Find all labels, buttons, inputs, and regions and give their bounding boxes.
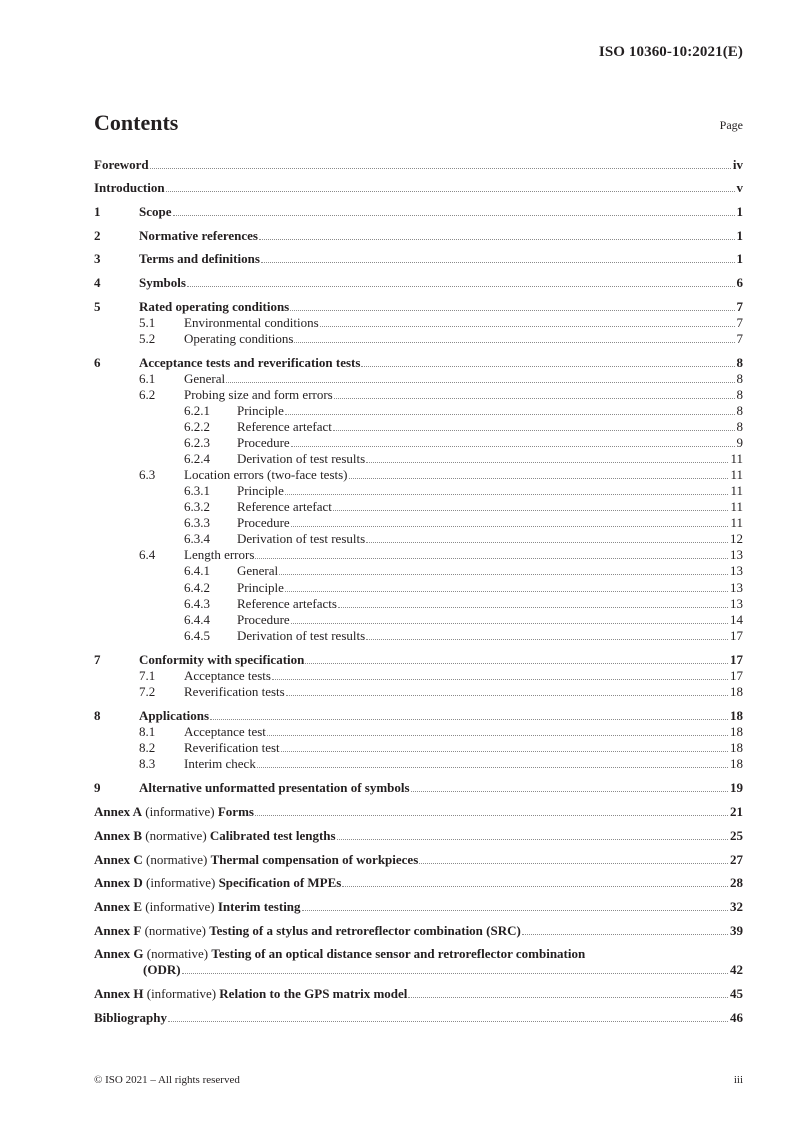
toc-entry[interactable]: 8 Applications 18 — [94, 708, 743, 723]
document-id: ISO 10360-10:2021(E) — [598, 44, 743, 60]
leader-dots — [267, 735, 728, 736]
toc-entry[interactable]: 6.4 Length errors 13 — [139, 547, 743, 562]
leader-dots — [259, 239, 735, 240]
toc-entry[interactable]: 6.2 Probing size and form errors 8 — [139, 387, 743, 402]
leader-dots — [182, 973, 728, 974]
toc-entry[interactable]: 3 Terms and definitions 1 — [94, 251, 743, 266]
leader-dots — [333, 510, 729, 511]
leader-dots — [366, 542, 728, 543]
leader-dots — [285, 414, 735, 415]
toc-entry[interactable]: 5.2 Operating conditions 7 — [139, 331, 743, 346]
leader-dots — [334, 398, 735, 399]
leader-dots — [349, 478, 729, 479]
toc-entry[interactable]: 8.2 Reverification test 18 — [139, 740, 743, 755]
leader-dots — [281, 751, 728, 752]
toc-entry[interactable]: 6.2.3 Procedure 9 — [184, 435, 743, 450]
toc-entry-annex-g[interactable]: Annex G (normative) Testing of an optical distance sensor and retroreflector combination — [94, 946, 586, 961]
leader-dots — [226, 382, 734, 383]
leader-dots — [166, 191, 735, 192]
toc-entry[interactable]: 6.4.3 Reference artefacts 13 — [184, 596, 743, 611]
leader-dots — [290, 310, 734, 311]
toc-entry[interactable]: 6 Acceptance tests and reverification tests 8 — [94, 355, 743, 370]
toc-entry[interactable]: 7 Conformity with specification 17 — [94, 652, 743, 667]
leader-dots — [285, 591, 728, 592]
leader-dots — [337, 839, 728, 840]
leader-dots — [294, 342, 734, 343]
toc-entry-annex-b[interactable]: Annex B (normative) Calibrated test lengths 25 — [94, 828, 743, 843]
toc-entry[interactable]: 8.3 Interim check 18 — [139, 756, 743, 771]
toc-entry-annex-a[interactable]: Annex A (informative) Forms 21 — [94, 804, 743, 819]
toc-entry-foreword[interactable]: Foreword iv — [94, 157, 743, 172]
toc-entry-introduction[interactable]: Introduction v — [94, 180, 743, 195]
toc-entry[interactable]: 6.2.2 Reference artefact 8 — [184, 419, 743, 434]
toc-entry[interactable]: 6.2.1 Principle 8 — [184, 403, 743, 418]
leader-dots — [279, 574, 728, 575]
leader-dots — [291, 623, 728, 624]
leader-dots — [255, 558, 728, 559]
leader-dots — [255, 815, 728, 816]
toc-entry[interactable]: 6.4.1 General 13 — [184, 563, 743, 578]
footer-copyright: © ISO 2021 – All rights reserved — [94, 1074, 240, 1086]
toc-entry-annex-g-continued[interactable]: (ODR) 42 — [143, 962, 743, 977]
leader-dots — [187, 286, 735, 287]
toc-entry[interactable]: 6.2.4 Derivation of test results 11 — [184, 451, 743, 466]
leader-dots — [168, 1021, 728, 1022]
leader-dots — [408, 997, 728, 998]
page-title: Contents — [94, 110, 179, 135]
leader-dots — [320, 326, 735, 327]
leader-dots — [257, 767, 728, 768]
toc-entry-annex-f[interactable]: Annex F (normative) Testing of a stylus and retroreflector combination (SRC) 39 — [94, 923, 743, 938]
leader-dots — [361, 366, 734, 367]
toc-entry-annex-e[interactable]: Annex E (informative) Interim testing 32 — [94, 899, 743, 914]
leader-dots — [366, 639, 728, 640]
leader-dots — [302, 910, 728, 911]
toc-entry[interactable]: 6.3.4 Derivation of test results 12 — [184, 531, 743, 546]
toc-entry-annex-d[interactable]: Annex D (informative) Specification of MPEs 28 — [94, 875, 743, 890]
toc-entry[interactable]: 1 Scope 1 — [94, 204, 743, 219]
toc-entry[interactable]: 7.2 Reverification tests 18 — [139, 684, 743, 699]
toc-entry[interactable]: 9 Alternative unformatted presentation of symbols 19 — [94, 780, 743, 795]
leader-dots — [366, 462, 728, 463]
toc-entry[interactable]: 5 Rated operating conditions 7 — [94, 299, 743, 314]
page-column-label: Page — [719, 118, 743, 132]
toc-entry[interactable]: 6.3.3 Procedure 11 — [184, 515, 743, 530]
leader-dots — [173, 215, 735, 216]
toc-entry-bibliography[interactable]: Bibliography 46 — [94, 1010, 743, 1025]
toc-entry-annex-c[interactable]: Annex C (normative) Thermal compensation of workpieces 27 — [94, 852, 743, 867]
leader-dots — [333, 430, 735, 431]
toc-entry[interactable]: 6.4.4 Procedure 14 — [184, 612, 743, 627]
toc-entry[interactable]: 6.1 General 8 — [139, 371, 743, 386]
toc-entry[interactable]: 7.1 Acceptance tests 17 — [139, 668, 743, 683]
toc-entry[interactable]: 4 Symbols 6 — [94, 275, 743, 290]
leader-dots — [286, 695, 728, 696]
toc-entry[interactable]: 2 Normative references 1 — [94, 228, 743, 243]
leader-dots — [291, 446, 735, 447]
toc-entry[interactable]: 6.4.5 Derivation of test results 17 — [184, 628, 743, 643]
leader-dots — [261, 262, 735, 263]
toc-entry[interactable]: 5.1 Environmental conditions 7 — [139, 315, 743, 330]
toc-entry[interactable]: 6.3 Location errors (two-face tests) 11 — [139, 467, 743, 482]
toc-entry[interactable]: 6.3.1 Principle 11 — [184, 483, 743, 498]
leader-dots — [522, 934, 728, 935]
leader-dots — [411, 791, 728, 792]
leader-dots — [291, 526, 729, 527]
toc-entry[interactable]: 6.3.2 Reference artefact 11 — [184, 499, 743, 514]
leader-dots — [342, 886, 728, 887]
footer-page-number: iii — [733, 1074, 743, 1086]
leader-dots — [150, 168, 731, 169]
leader-dots — [305, 663, 728, 664]
leader-dots — [272, 679, 728, 680]
leader-dots — [210, 719, 728, 720]
leader-dots — [419, 863, 728, 864]
toc-entry[interactable]: 6.4.2 Principle 13 — [184, 580, 743, 595]
leader-dots — [338, 607, 728, 608]
toc-entry[interactable]: 8.1 Acceptance test 18 — [139, 724, 743, 739]
toc-entry-annex-h[interactable]: Annex H (informative) Relation to the GPS matrix model 45 — [94, 986, 743, 1001]
leader-dots — [285, 494, 729, 495]
